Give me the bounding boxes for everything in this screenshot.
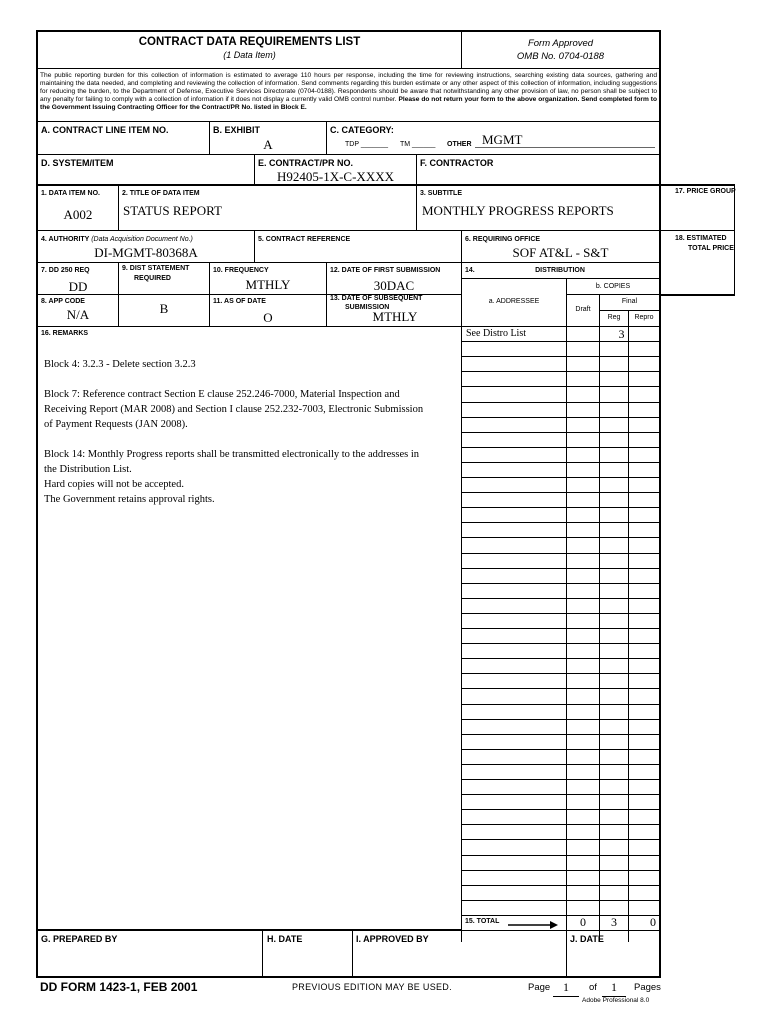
block-g-label: G. PREPARED BY (41, 934, 118, 944)
distribution-row-rule (461, 764, 659, 765)
block-8-label: 8. APP CODE (41, 298, 85, 305)
distribution-row-rule (461, 688, 659, 689)
software-note: Adobe Professional 8.0 (582, 997, 650, 1004)
distribution-row-rule (461, 915, 659, 916)
distribution-row-rule (461, 402, 659, 403)
distribution-row-rule (461, 537, 659, 538)
distribution-reg-1[interactable]: 3 (618, 327, 625, 341)
block-h-label: H. DATE (267, 934, 303, 944)
distribution-row-rule (461, 507, 659, 508)
distribution-row-rule (461, 794, 659, 795)
block-13-value[interactable]: MTHLY (372, 309, 418, 324)
remarks-line: of Payment Requests (JAN 2008). (44, 419, 188, 430)
block-9-value[interactable]: B (159, 301, 169, 316)
addressee-label: a. ADDRESSEE (488, 298, 540, 305)
block-3-value[interactable]: MONTHLY PROGRESS REPORTS (422, 203, 614, 218)
block-5-label: 5. CONTRACT REFERENCE (258, 236, 351, 243)
form-subtitle: (1 Data Item) (223, 50, 276, 60)
reg-label: Reg (607, 314, 621, 321)
block-c-other: OTHER (447, 141, 472, 148)
block-13-label-line2: SUBMISSION (345, 304, 390, 311)
distribution-row-rule (461, 568, 659, 569)
block-e-label: E. CONTRACT/PR NO. (258, 158, 354, 168)
remarks-line: Block 4: 3.2.3 - Delete section 3.2.3 (44, 359, 196, 370)
distribution-row-rule (461, 432, 659, 433)
total-repro: 0 (650, 915, 656, 929)
block-c-value[interactable]: MGMT (482, 132, 523, 147)
form-number: DD FORM 1423-1, FEB 2001 (40, 980, 198, 994)
previous-edition: PREVIOUS EDITION MAY BE USED. (292, 982, 452, 992)
distribution-row-rule (461, 719, 659, 720)
block-1-value[interactable]: A002 (63, 207, 93, 222)
distribution-row-rule (461, 839, 659, 840)
block-10-value[interactable]: MTHLY (245, 277, 291, 292)
distribution-row-rule (461, 447, 659, 448)
distribution-row-rule (461, 371, 659, 372)
block-7-label: 7. DD 250 REQ (41, 267, 90, 274)
block-11-label: 11. AS OF DATE (213, 298, 266, 305)
distribution-row-rule (461, 855, 659, 856)
distribution-title: DISTRIBUTION (535, 267, 585, 274)
block-c-tm: TM ______ (400, 141, 436, 148)
distribution-row-rule (461, 809, 659, 810)
burden-text: The public reporting burden for this collection of information is estimated to average 110 hours per response, including the time for reviewing instructions, searching existing data sources, gathering and maintaining the data needed, and completing and reviewing the collection of information. Send comments regarding this burden estimate or any other aspect of this collection of information, including suggestions for reducing the burden, to the Department of Defense, Executive Services Directorate (0704-0188). Respondents should be aware that notwithstanding any other provision of law, no person shall be subject to any penalty for failing to comply with a collection of information if it does not display a currently valid OMB control number. (40, 72, 657, 103)
remarks-line: Hard copies will not be accepted. (44, 479, 184, 490)
page-number: 1 (563, 980, 569, 994)
total-draft: 0 (580, 915, 586, 929)
distribution-row-rule (461, 658, 659, 659)
block-e-value[interactable]: H92405-1X-C-XXXX (277, 169, 394, 184)
remarks-line: The Government retains approval rights. (44, 494, 215, 505)
omb-number: OMB No. 0704-0188 (516, 51, 605, 62)
block-4-label-note: (Data Acquisition Document No.) (91, 236, 193, 243)
remarks-line: Block 14: Monthly Progress reports shall be transmitted electronically to the addresses in (44, 449, 420, 460)
block-i-label: I. APPROVED BY (356, 934, 429, 944)
block-b-value[interactable]: A (263, 137, 273, 152)
distribution-row-rule (461, 553, 659, 554)
block-4-value[interactable]: DI-MGMT-80368A (94, 245, 198, 260)
total-reg: 3 (611, 915, 617, 929)
block-17-label: 17. PRICE GROUP (675, 188, 736, 195)
block-10-label: 10. FREQUENCY (213, 267, 269, 274)
remarks-line: the Distribution List. (44, 464, 132, 475)
block-a-label: A. CONTRACT LINE ITEM NO. (41, 125, 169, 135)
block-7-value[interactable]: DD (68, 279, 88, 294)
block-1-label: 1. DATA ITEM NO. (41, 190, 100, 197)
block-18-label-line2: TOTAL PRICE (688, 245, 734, 252)
block-18-label-line1: 18. ESTIMATED (675, 235, 727, 242)
distribution-row-rule (461, 462, 659, 463)
distribution-row-rule (461, 779, 659, 780)
repro-label: Repro (634, 314, 654, 321)
distribution-row-rule (461, 583, 659, 584)
remarks-line: Block 7: Reference contract Section E clause 252.246-7000, Material Inspection and (44, 389, 400, 400)
pages-word: Pages (634, 982, 661, 993)
block-f-label: F. CONTRACTOR (420, 158, 494, 168)
block-4-label-main: 4. AUTHORITY (41, 236, 90, 243)
distribution-row-rule (461, 522, 659, 523)
burden-statement (40, 72, 657, 112)
block-b-label: B. EXHIBIT (213, 125, 261, 135)
distribution-row-rule (461, 900, 659, 901)
remarks-body[interactable] (44, 357, 456, 507)
final-label: Final (621, 298, 638, 305)
block-6-value[interactable]: SOF AT&L - S&T (512, 245, 609, 260)
block-c-tdp: TDP _______ (345, 141, 389, 148)
block-c-label: C. CATEGORY: (330, 125, 394, 135)
block-d-label: D. SYSTEM/ITEM (41, 158, 114, 168)
remarks-label: 16. REMARKS (41, 330, 89, 337)
block-2-label: 2. TITLE OF DATA ITEM (122, 190, 200, 197)
distribution-row-rule (461, 824, 659, 825)
distribution-row-rule (461, 734, 659, 735)
page-word: Page (528, 982, 551, 993)
remarks-line: Receiving Report (MAR 2008) and Section I clause 252.232-7003, Electronic Submission (44, 404, 424, 415)
form-approved: Form Approved (527, 38, 594, 49)
distribution-row-rule (461, 628, 659, 629)
block-6-label: 6. REQUIRING OFFICE (465, 236, 541, 243)
distribution-row-rule (461, 643, 659, 644)
distribution-row-rule (461, 386, 659, 387)
distribution-row-rule (461, 417, 659, 418)
distribution-row-rule (461, 477, 659, 478)
distribution-row-rule (461, 492, 659, 493)
block-3-label: 3. SUBTITLE (420, 190, 463, 197)
page-total: 1 (611, 980, 617, 994)
block-j-label: J. DATE (570, 934, 604, 944)
block-12-value[interactable]: 30DAC (373, 278, 415, 293)
distribution-row-rule (461, 356, 659, 357)
block-12-label: 12. DATE OF FIRST SUBMISSION (330, 267, 441, 274)
distribution-row-rule (461, 885, 659, 886)
block-14-label: 14. (465, 267, 475, 274)
block-9-label-line2: REQUIRED (134, 275, 171, 282)
distribution-addressee-1[interactable]: See Distro List (466, 328, 526, 339)
block-8-value[interactable]: N/A (66, 307, 90, 322)
block-2-value[interactable]: STATUS REPORT (123, 203, 222, 218)
of-word: of (589, 982, 597, 993)
block-9-label-line1: 9. DIST STATEMENT (122, 265, 190, 272)
distribution-row-rule (461, 613, 659, 614)
distribution-row-rule (461, 870, 659, 871)
block-13-label-line1: 13. DATE OF SUBSEQUENT (330, 295, 423, 302)
arrow-right-icon (508, 917, 558, 927)
distribution-row-rule (461, 673, 659, 674)
draft-label: Draft (575, 306, 591, 313)
distribution-row-rule (461, 704, 659, 705)
copies-label: b. COPIES (595, 283, 631, 290)
burden-bold-text: Please do not return your form to the above organization. Send completed form to the Government Issuing Contracting Officer for the Contract/PR No. listed in Block E. (40, 96, 657, 111)
distribution-row-rule (461, 598, 659, 599)
total-label: 15. TOTAL (465, 918, 500, 925)
block-4-label (41, 236, 193, 243)
distribution-row-rule (461, 749, 659, 750)
form-title: CONTRACT DATA REQUIREMENTS LIST (138, 36, 361, 48)
block-11-value[interactable]: O (263, 310, 273, 325)
